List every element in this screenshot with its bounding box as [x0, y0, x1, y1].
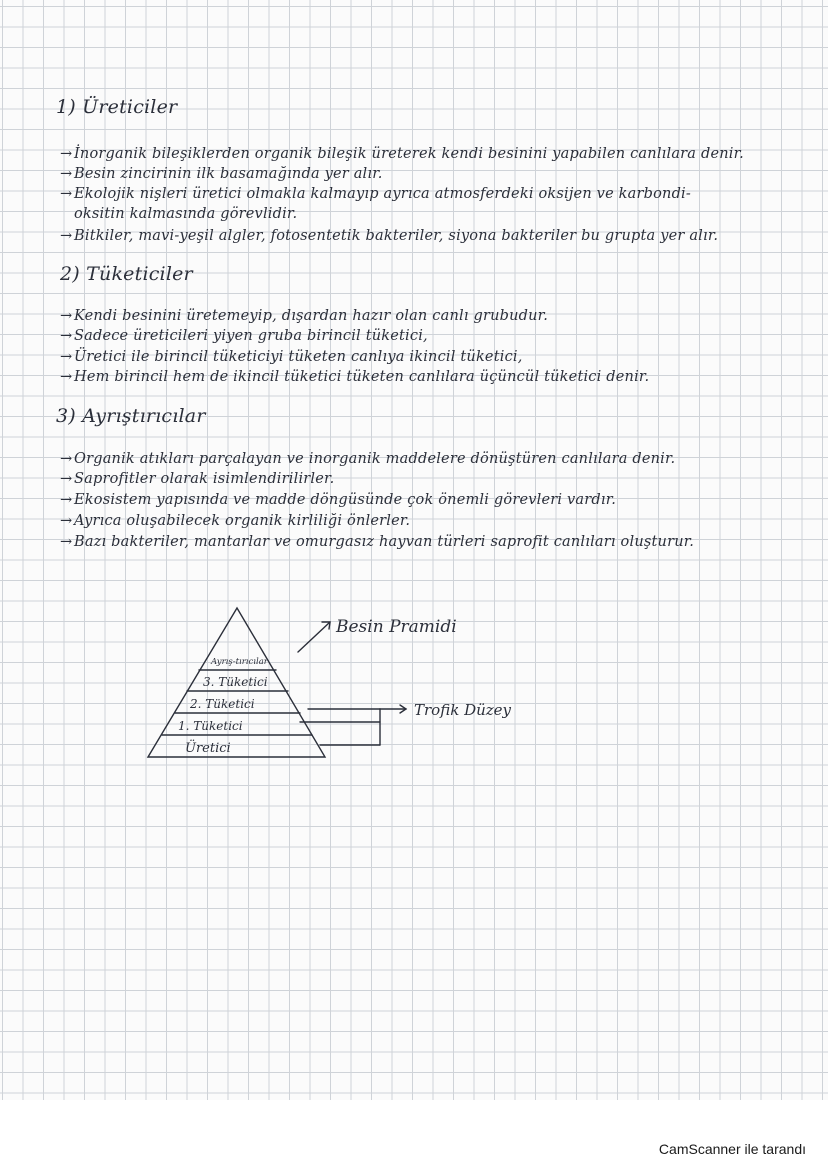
section-heading-decomposers: 3) Ayrıştırıcılar: [56, 405, 206, 427]
note-line: → Organik atıkları parçalayan ve inorganik maddelere dönüştüren canlılara denir.: [60, 451, 676, 467]
section-heading-consumers: 2) Tüketiciler: [60, 263, 193, 285]
title-arrow: [298, 622, 330, 652]
note-line: → Ekolojik nişleri üretici olmakla kalmayıp ayrıca atmosferdeki oksijen ve karbondi-: [60, 186, 691, 202]
note-line: → Besin zincirinin ilk basamağında yer alır.: [60, 166, 383, 182]
note-line: → Ayrıca oluşabilecek organik kirliliği önlerler.: [60, 513, 411, 529]
note-line: → Üretici ile birincil tüketiciyi tüketen canlıya ikincil tüketici,: [60, 349, 523, 365]
pyramid-title: Besin Pramidi: [336, 617, 457, 637]
pyramid-level-secondary: 2. Tüketici: [190, 697, 255, 711]
section-heading-producers: 1) Üreticiler: [56, 96, 178, 118]
scanner-footer: CamScanner ile tarandı: [658, 1141, 806, 1157]
note-line: → Kendi besinini üretemeyip, dışardan hazır olan canlı grubudur.: [60, 308, 549, 324]
note-line: → Bazı bakteriler, mantarlar ve omurgasız hayvan türleri saprofit canlıları oluşturur.: [60, 534, 695, 550]
note-line: → Bitkiler, mavi-yeşil algler, fotosentetik bakteriler, siyona bakteriler bu grupta yer alır.: [60, 228, 719, 244]
pyramid-level-producer: Üretici: [185, 741, 231, 756]
note-line: → Saprofitler olarak isimlendirilirler.: [60, 471, 335, 487]
note-line: → İnorganik bileşiklerden organik bileşik üreterek kendi besinini yapabilen canlılara denir.: [60, 146, 744, 162]
pyramid-level-decomposers: Ayrış-tırıcılar: [211, 657, 268, 667]
note-line: → Hem birincil hem de ikincil tüketici tüketen canlılara üçüncül tüketici denir.: [60, 369, 650, 385]
note-line: oksitin kalmasında görevlidir.: [74, 206, 298, 222]
note-line: → Ekosistem yapısında ve madde döngüsünde çok önemli görevleri vardır.: [60, 492, 617, 508]
note-line: → Sadece üreticileri yiyen gruba birincil tüketici,: [60, 328, 428, 344]
pyramid-level-tertiary: 3. Tüketici: [203, 675, 268, 689]
pyramid-level-primary: 1. Tüketici: [178, 719, 243, 733]
trofik-level-label: Trofik Düzey: [414, 701, 512, 719]
